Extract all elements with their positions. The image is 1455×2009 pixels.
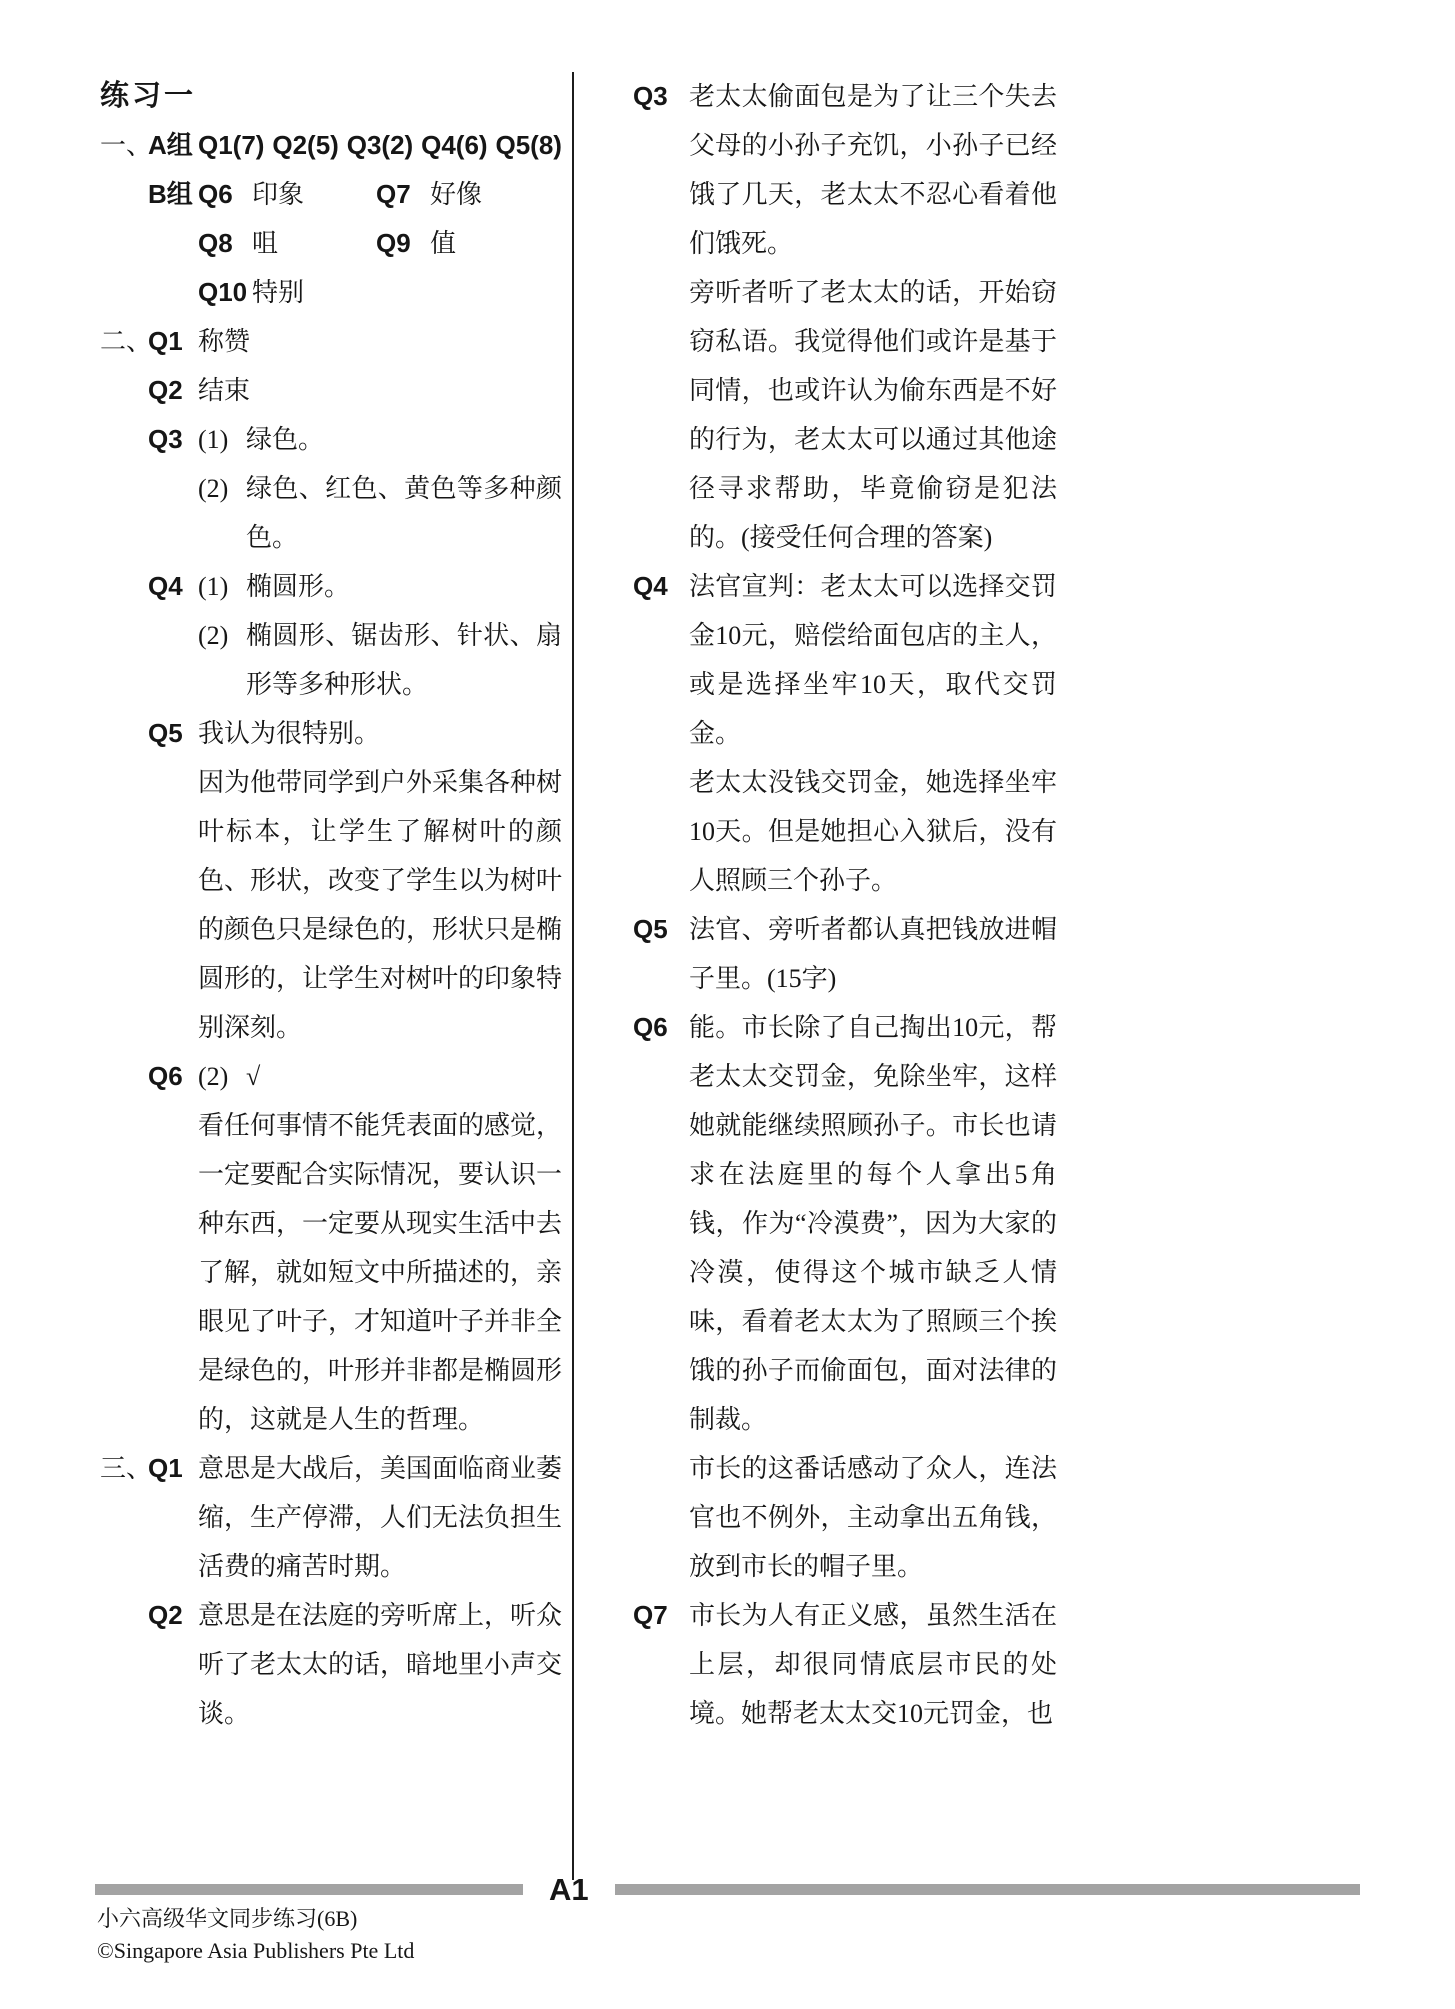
copyright-notice: ©Singapore Asia Publishers Pte Ltd (97, 1938, 415, 1963)
question-label: Q3 (633, 81, 668, 111)
answer-text: √ (246, 1062, 261, 1091)
answer-paragraph: 意思是在法庭的旁听席上，听众听了老太太的话，暗地里小声交谈。 (198, 1601, 563, 1728)
answer-content (689, 562, 1057, 905)
question-label: Q4 (633, 571, 668, 601)
question-label: Q6 (198, 179, 233, 209)
section-marker: 一、 (100, 131, 153, 160)
question-label: Q7 (633, 1600, 668, 1630)
group-label: B组 (148, 179, 193, 209)
answer-text: 咀 (252, 229, 279, 258)
question-label: Q5 (148, 718, 183, 748)
question-label: Q8 (198, 228, 233, 258)
section-marker (100, 268, 148, 317)
answer-text: 绿色、红色、黄色等多种颜色。 (246, 474, 562, 552)
part-number: (2) (198, 474, 229, 503)
answer-paragraph: 法官宣判：老太太可以选择交罚金10元，赔偿给面包店的主人，或是选择坐牢10天，取代交罚金。 (689, 572, 1057, 748)
answer-content (198, 366, 562, 415)
answer-text: 好像 (430, 180, 483, 209)
answer-paragraph: 因为他带同学到户外采集各种树叶标本，让学生了解树叶的颜色、形状，改变了学生以为树叶的颜色只是绿色的，形状只是椭圆形的，让学生对树叶的印象特别深刻。 (198, 768, 563, 1042)
question-label: Q2 (148, 375, 183, 405)
answer-pair (198, 219, 376, 268)
column-divider-rule (572, 72, 574, 1880)
answer-paragraph: 市长为人有正义感，虽然生活在上层，却很同情底层市民的处境。她帮老太太交10元罚金，也 (689, 1601, 1057, 1728)
question-label: Q2 (148, 1600, 183, 1630)
section-marker (100, 562, 148, 709)
answer-content (198, 415, 562, 562)
answer-block (100, 709, 562, 1052)
answer-block (100, 268, 562, 317)
answer-part (198, 464, 562, 562)
answer-content (198, 562, 562, 709)
section-marker: 三、 (100, 1454, 153, 1483)
answer-text: 印象 (252, 180, 305, 209)
answer-block (633, 1591, 1057, 1738)
answer-block (100, 1591, 562, 1738)
answer-paragraph: 老太太偷面包是为了让三个失去父母的小孙子充饥，小孙子已经饿了几天，老太太不忍心看着他们饿死。 (689, 82, 1057, 258)
section-marker (100, 219, 148, 268)
answer-content (198, 1052, 562, 1444)
section-marker (100, 170, 148, 219)
answer-part (198, 611, 562, 709)
part-number: (1) (198, 572, 229, 601)
score-item: Q2(5) (272, 130, 339, 160)
answer-content (198, 709, 562, 1052)
answer-text: 绿色。 (246, 425, 325, 454)
question-label: Q6 (633, 1012, 668, 1042)
question-label: Q1 (148, 326, 183, 356)
score-item: Q4(6) (421, 130, 488, 160)
group-label: A组 (148, 130, 193, 160)
series-title: 小六高级华文同步练习(6B) (97, 1906, 358, 1931)
answer-content (198, 219, 562, 268)
question-label: Q5 (633, 914, 668, 944)
question-label: Q1 (148, 1453, 183, 1483)
answer-paragraph: 我认为很特别。 (198, 719, 381, 748)
answer-content (689, 1003, 1057, 1591)
score-item: Q3(2) (346, 130, 414, 160)
part-number: (2) (198, 1062, 229, 1091)
answer-paragraph: 法官、旁听者都认真把钱放进帽子里。(15字) (689, 915, 1057, 993)
answer-block (633, 72, 1057, 562)
answer-paragraph: 老太太没钱交罚金，她选择坐牢10天。但是她担心入狱后，没有人照顾三个孙子。 (689, 768, 1057, 895)
answer-block (100, 317, 562, 366)
answer-part (198, 415, 562, 464)
answer-block (100, 170, 562, 219)
question-label: Q6 (148, 1061, 183, 1091)
section-marker (100, 709, 148, 1052)
answer-content (198, 1591, 562, 1738)
score-item: Q5(8) (495, 130, 562, 160)
answer-content (198, 121, 562, 170)
answer-paragraph: 看任何事情不能凭表面的感觉，一定要配合实际情况，要认识一种东西，一定要从现实生活中去了解，就如短文中所描述的，亲眼见了叶子，才知道叶子并非全是绿色的，叶形并非都是椭圆形的，这就是人生的哲理。 (198, 1111, 563, 1434)
answer-paragraph: 旁听者听了老太太的话，开始窃窃私语。我觉得他们或许是基于同情，也或许认为偷东西是不好的行为，老太太可以通过其他途径寻求帮助，毕竟偷窃是犯法的。(接受任何合理的答案) (689, 278, 1057, 552)
section-marker (100, 1052, 148, 1444)
answer-content (198, 317, 562, 366)
answer-block (100, 366, 562, 415)
section-marker (100, 415, 148, 562)
answer-paragraph: 能。市长除了自己掏出10元，帮老太太交罚金，免除坐牢，这样她就能继续照顾孙子。市长也请求在法庭里的每个人拿出5角钱，作为“冷漠费”，因为大家的冷漠，使得这个城市缺乏人情味，看着老太太为了照顾三个挨饿的孙子而偷面包，面对法律的制裁。 (689, 1013, 1057, 1434)
answer-paragraph: 市长的这番话感动了众人，连法官也不例外，主动拿出五角钱，放到市长的帽子里。 (689, 1454, 1057, 1581)
answer-block (100, 1052, 562, 1444)
answer-paragraph: 称赞 (198, 327, 251, 356)
column-right (633, 72, 1057, 1738)
part-number: (1) (198, 425, 229, 454)
answer-block (100, 121, 562, 170)
answer-text: 值 (430, 229, 457, 258)
answer-pair (376, 219, 562, 268)
answer-block (100, 219, 562, 268)
question-label: Q4 (148, 571, 183, 601)
answer-part (198, 1052, 562, 1101)
question-label: Q9 (376, 228, 411, 258)
answer-content (198, 1444, 562, 1591)
footer-rule-left (95, 1884, 523, 1895)
answer-pair (376, 170, 562, 219)
answer-content (198, 170, 562, 219)
answer-block (633, 1003, 1057, 1591)
question-label: Q7 (376, 179, 411, 209)
answer-block (633, 905, 1057, 1003)
answer-text: 椭圆形、锯齿形、针状、扇形等多种形状。 (246, 621, 562, 699)
section-marker (100, 1591, 148, 1738)
answer-paragraph: 结束 (198, 376, 251, 405)
answer-pair (198, 268, 376, 317)
footer-rule-row (95, 1874, 1360, 1905)
group-label (148, 219, 198, 268)
answer-text: 椭圆形。 (246, 572, 351, 601)
answer-part (198, 562, 562, 611)
answer-block (100, 562, 562, 709)
group-label (148, 268, 198, 317)
footer-rule-right (615, 1884, 1360, 1895)
answer-content (198, 268, 562, 317)
answer-content (689, 905, 1057, 1003)
answer-block (100, 1444, 562, 1591)
answer-text: 特别 (252, 278, 305, 307)
answer-content (689, 72, 1057, 562)
answer-content (689, 1591, 1057, 1738)
question-label: Q10 (198, 277, 248, 307)
score-item: Q1(7) (198, 130, 265, 160)
page-number: A1 (549, 1872, 589, 1907)
answer-paragraph: 意思是大战后，美国面临商业萎缩，生产停滞，人们无法负担生活费的痛苦时期。 (198, 1454, 563, 1581)
part-number: (2) (198, 621, 229, 650)
column-left (100, 72, 562, 1738)
section-marker (100, 366, 148, 415)
answer-pair (198, 170, 376, 219)
answer-block (100, 415, 562, 562)
section-marker: 二、 (100, 327, 153, 356)
page-content (100, 72, 1057, 1880)
question-label: Q3 (148, 424, 183, 454)
exercise-heading: 练习一 (100, 80, 197, 112)
answer-block (633, 562, 1057, 905)
